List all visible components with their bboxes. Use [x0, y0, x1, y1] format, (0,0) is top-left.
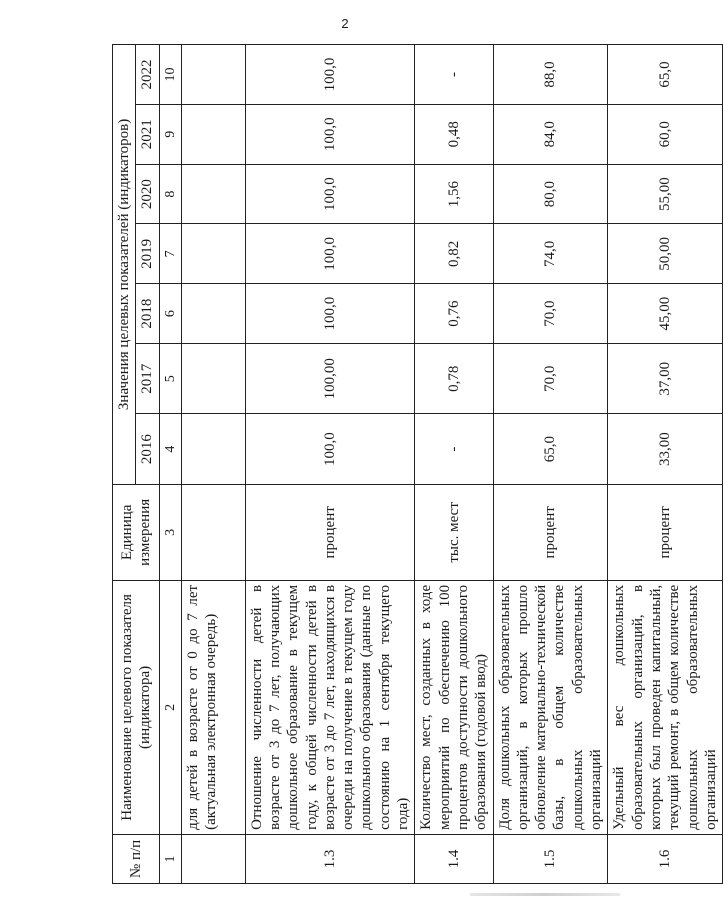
row-unit: [181, 484, 245, 580]
row-value: 100,0: [245, 45, 415, 105]
row-unit: процент: [245, 484, 415, 580]
header-year: 2017: [136, 343, 159, 413]
row-num: 1.4: [415, 834, 493, 883]
row-value: 100,0: [245, 164, 415, 224]
column-number: 9: [159, 104, 181, 164]
row-value: [181, 343, 245, 413]
column-number: 3: [159, 484, 181, 580]
row-num: 1.6: [608, 834, 723, 883]
header-year: 2021: [136, 104, 159, 164]
table-row: [245, 45, 415, 884]
row-value: 70,0: [493, 343, 608, 413]
row-value: 37,00: [608, 343, 723, 413]
column-number: 4: [159, 414, 181, 484]
header-year: 2016: [136, 414, 159, 484]
row-value: [181, 104, 245, 164]
row-value: 0,76: [415, 284, 493, 344]
column-number: 10: [159, 45, 181, 105]
header-row-1: [113, 45, 136, 884]
row-value: -: [415, 45, 493, 105]
page-number: 2: [341, 16, 349, 31]
column-number: 5: [159, 343, 181, 413]
table-row: [415, 45, 493, 884]
row-value: -: [415, 414, 493, 484]
row-value: 0,82: [415, 224, 493, 284]
row-value: 0,78: [415, 343, 493, 413]
row-value: 45,00: [608, 284, 723, 344]
row-unit: процент: [493, 484, 608, 580]
header-num: № п/п: [113, 834, 160, 883]
table-row: [493, 45, 608, 884]
column-number: 8: [159, 164, 181, 224]
row-name: Количество мест, созданных в ходе мероприятий по обеспечению 100 процентов доступности дошкольного образования (годовой ввод): [415, 580, 493, 834]
table-row: [181, 45, 245, 884]
row-num: [181, 834, 245, 883]
row-value: 1,56: [415, 164, 493, 224]
scan-artifact: [470, 893, 620, 896]
row-value: 74,0: [493, 224, 608, 284]
row-name: Удельный вес дошкольных образовательных организаций, в которых был проведен капитальный, текущий ремонт, в общем количестве дошкольных образовательных организаций: [608, 580, 723, 834]
row-value: [181, 164, 245, 224]
row-value: 100,0: [245, 224, 415, 284]
row-value: 70,0: [493, 284, 608, 344]
row-value: 65,0: [493, 414, 608, 484]
row-value: 50,00: [608, 224, 723, 284]
row-num: 1.3: [245, 834, 415, 883]
row-value: 60,0: [608, 104, 723, 164]
row-value: 80,0: [493, 164, 608, 224]
row-value: 100,0: [245, 104, 415, 164]
header-year: 2019: [136, 224, 159, 284]
row-value: [181, 45, 245, 105]
row-value: 100,0: [245, 414, 415, 484]
header-name: Наименование целевого показателя (индикатора): [113, 580, 160, 834]
column-number: 6: [159, 284, 181, 344]
column-number: 2: [159, 580, 181, 834]
header-unit: Единица измерения: [113, 484, 160, 580]
header-year: 2022: [136, 45, 159, 105]
row-value: [181, 284, 245, 344]
row-value: 88,0: [493, 45, 608, 105]
row-unit: тыс. мест: [415, 484, 493, 580]
row-name: Отношение численности детей в возрасте от 3 до 7 лет, получающих дошкольное образование в текущем году, к общей численности детей в возрасте от 3 до 7 лет, находящихся в очереди на получение в текущем году дошкольного образования (данные по состоянию на 1 сентября текущего года): [245, 580, 415, 834]
row-value: 65,0: [608, 45, 723, 105]
header-year: 2020: [136, 164, 159, 224]
column-numbers-row: [159, 45, 181, 884]
row-name: Доля дошкольных образовательных организаций, в которых прошло обновление материально-технической базы, в общем количестве дошкольных образовательных организаций: [493, 580, 608, 834]
column-number: 1: [159, 834, 181, 883]
indicators-table: [112, 44, 723, 884]
header-year: 2018: [136, 284, 159, 344]
column-number: 7: [159, 224, 181, 284]
row-value: 33,00: [608, 414, 723, 484]
row-value: [181, 224, 245, 284]
header-values-group: Значения целевых показателей (индикаторов): [113, 45, 136, 485]
row-value: 0,48: [415, 104, 493, 164]
row-value: [181, 414, 245, 484]
row-value: 100,0: [245, 284, 415, 344]
row-value: 100,00: [245, 343, 415, 413]
row-unit: процент: [608, 484, 723, 580]
rotated-table-container: [112, 44, 719, 884]
row-num: 1.5: [493, 834, 608, 883]
row-value: 84,0: [493, 104, 608, 164]
row-value: 55,00: [608, 164, 723, 224]
row-name: для детей в возрасте от 0 до 7 лет (актуальная электронная очередь): [181, 580, 245, 834]
table-row: [608, 45, 723, 884]
